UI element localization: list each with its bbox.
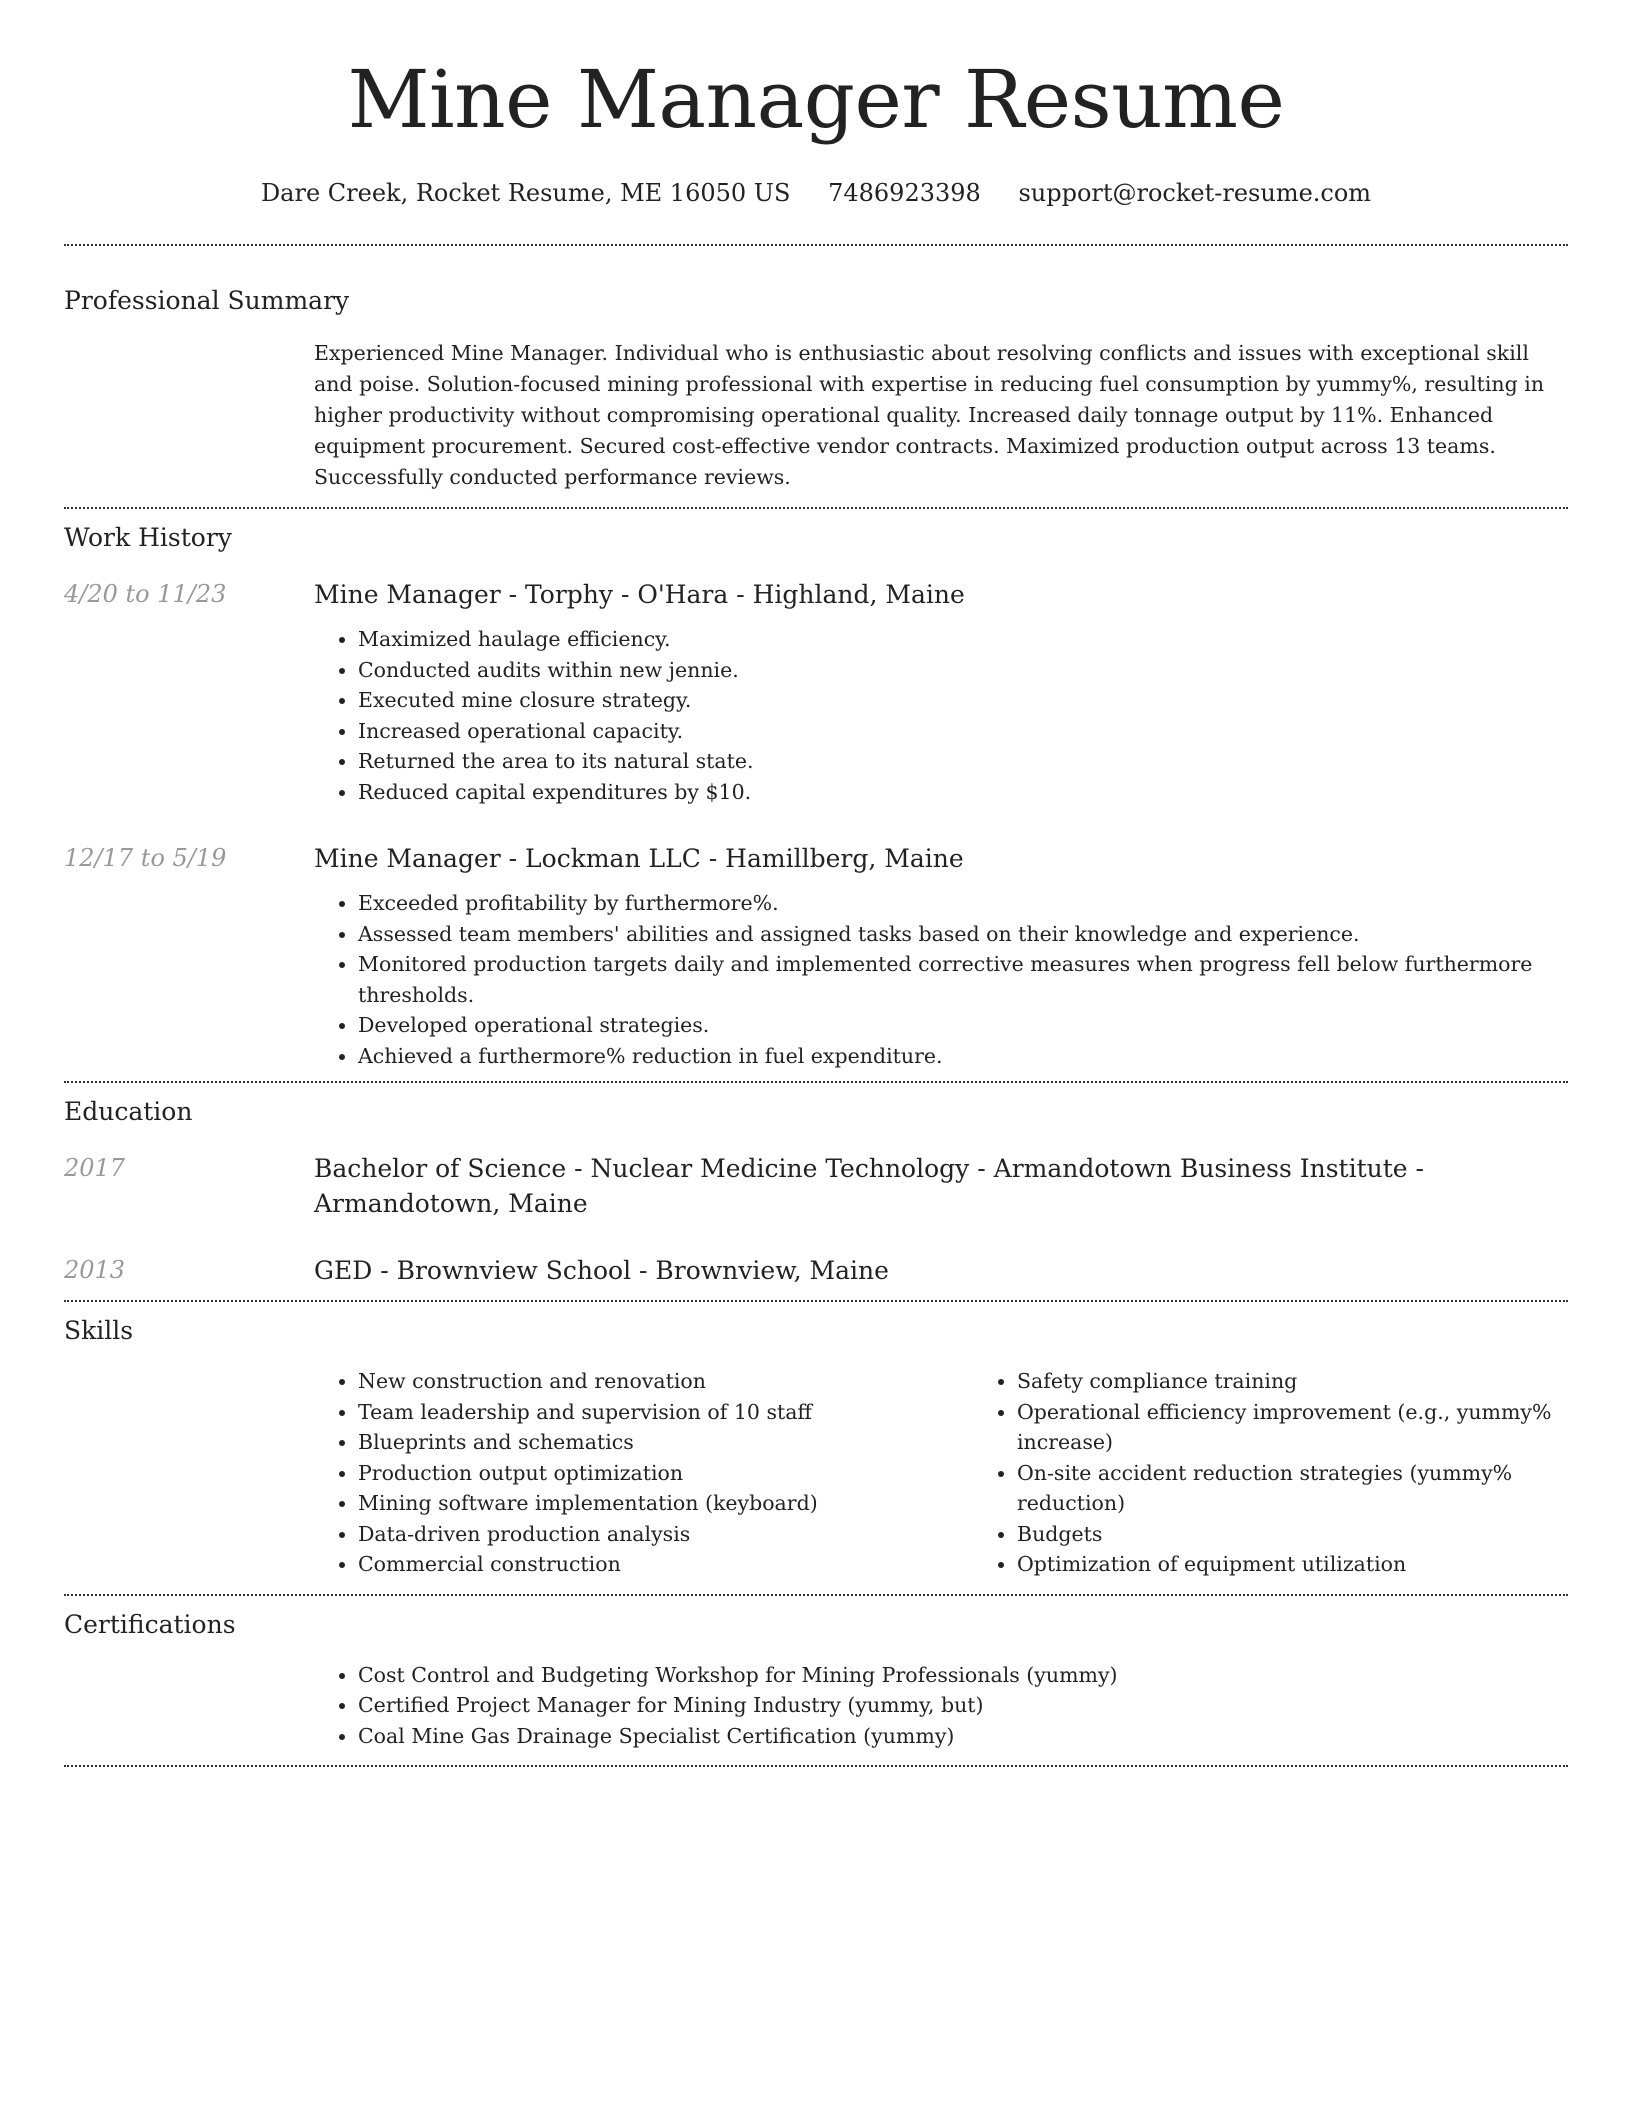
skills-section [64,1302,1568,1594]
list-item: • Monitored production targets daily and implemented corrective measures when progress fell below furthermore thresholds. [358,949,1568,1010]
contact-email: support@rocket-resume.com [1018,179,1372,207]
list-item: • Maximized haulage efficiency. [358,624,1568,655]
list-item: • Exceeded profitability by furthermore%. [358,888,1568,919]
education-section [64,1083,1568,1300]
education-entry [64,1151,1568,1221]
education-title [314,1151,1568,1221]
certifications-section [64,1596,1568,1766]
skills-row [64,1366,1568,1580]
summary-spacer [64,338,314,493]
job-title: Mine Manager - Lockman LLC - Hamillberg, Maine [314,844,964,873]
list-item: • Coal Mine Gas Drainage Specialist Certification (yummy) [358,1721,1568,1752]
list-item: • New construction and renovation [358,1366,973,1397]
job-bullets [314,624,1568,807]
list-item: • Production output optimization [358,1458,973,1489]
list-item: • Team leadership and supervision of 10 staff [358,1397,973,1428]
list-item: • Budgets [1017,1519,1568,1550]
job-bullets [314,888,1568,1071]
education-degree: GED [314,1256,373,1285]
skills-heading: Skills [64,1316,134,1345]
work-history-section [64,509,1568,1081]
resume-header [64,0,1568,210]
list-item: • Safety compliance training [1017,1366,1568,1397]
summary-section [64,246,1568,507]
education-entry [64,1253,1568,1288]
education-school: - Armandotown Business Institute - Armandotown, Maine [314,1154,1424,1218]
summary-heading: Professional Summary [64,286,350,315]
job-entry [64,577,1568,807]
list-item: • Data-driven production analysis [358,1519,973,1550]
list-item: • Certified Project Manager for Mining Industry (yummy, but) [358,1690,1568,1721]
list-item: • Operational efficiency improvement (e.g., yummy% increase) [1017,1397,1568,1458]
education-heading: Education [64,1097,193,1126]
job-title: Mine Manager - Torphy - O'Hara - Highland, Maine [314,580,965,609]
certifications-row [64,1660,1568,1752]
list-item: • Optimization of equipment utilization [1017,1549,1568,1580]
list-item: • Executed mine closure strategy. [358,685,1568,716]
summary-text: Experienced Mine Manager. Individual who is enthusiastic about resolving conflicts and issues with exceptional skill and poise. Solution-focused mining professional with expertise in reducing fuel consumption by yummy%, resulting in higher productivity without compromising operational quality. Increased daily tonnage output by 11%. Enhanced equipment procurement. Secured cost-effective vendor contracts. Maximized production output across 13 teams. Successfully conducted performance reviews. [314,341,1545,489]
skills-list-right [973,1366,1568,1580]
list-item: • Cost Control and Budgeting Workshop for Mining Professionals (yummy) [358,1660,1568,1691]
certifications-list [314,1660,1568,1752]
list-item: • Increased operational capacity. [358,716,1568,747]
contact-phone: 7486923398 [828,179,981,207]
contact-line [64,176,1568,210]
list-item: • Mining software implementation (keyboard) [358,1488,973,1519]
certifications-spacer [64,1660,314,1752]
resume-title: Mine Manager Resume [347,53,1285,146]
certifications-heading: Certifications [64,1609,236,1639]
list-item: • Achieved a furthermore% reduction in fuel expenditure. [358,1041,1568,1072]
skills-list-left [314,1366,973,1580]
education-degree: Bachelor of Science - Nuclear Medicine Technology [314,1154,970,1183]
list-item: • Assessed team members' abilities and assigned tasks based on their knowledge and experience. [358,919,1568,950]
summary-row [64,338,1568,493]
work-history-heading: Work History [64,523,232,552]
job-entry [64,841,1568,1071]
list-item: • Commercial construction [358,1549,973,1580]
contact-address: Dare Creek, Rocket Resume, ME 16050 US [260,179,791,207]
list-item: • On-site accident reduction strategies (yummy% reduction) [1017,1458,1568,1519]
divider [64,1765,1568,1767]
skills-spacer [64,1366,314,1580]
list-item: • Conducted audits within new jennie. [358,655,1568,686]
education-school: - Brownview School - Brownview, Maine [372,1256,889,1285]
job-dates: 4/20 to 11/23 [64,580,227,608]
education-year: 2017 [64,1154,126,1182]
list-item: • Returned the area to its natural state. [358,746,1568,777]
education-title [314,1253,1568,1288]
job-dates: 12/17 to 5/19 [64,844,227,872]
list-item: • Developed operational strategies. [358,1010,1568,1041]
education-year: 2013 [64,1256,126,1284]
list-item: • Blueprints and schematics [358,1427,973,1458]
list-item: • Reduced capital expenditures by $10. [358,777,1568,808]
